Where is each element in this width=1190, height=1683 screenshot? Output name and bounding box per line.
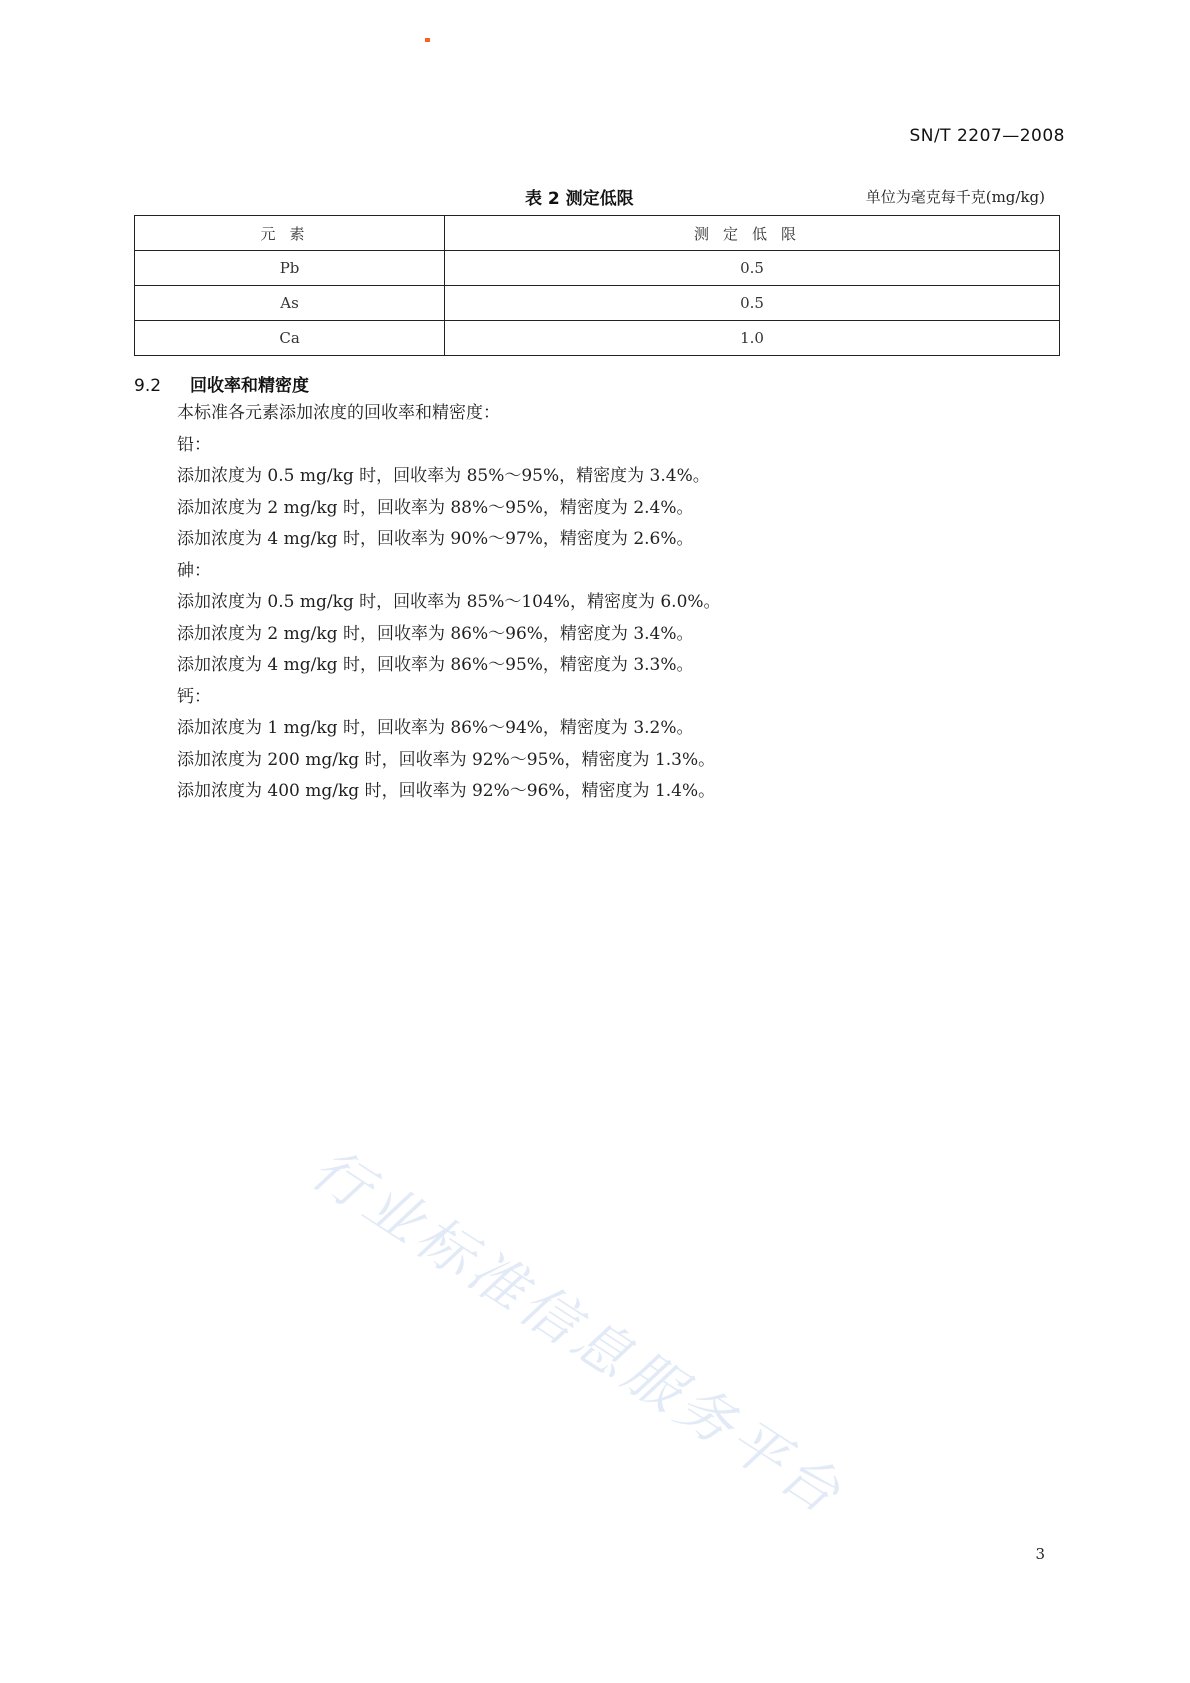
header-detection-limit: 测定低限 [445, 216, 1060, 251]
body-line: 添加浓度为 4 mg/kg 时，回收率为 86%～95%，精密度为 3.3%。 [177, 655, 694, 675]
section-title: 回收率和精密度 [190, 376, 309, 396]
body-line: 本标准各元素添加浓度的回收率和精密度： [177, 403, 500, 423]
body-line: 添加浓度为 200 mg/kg 时，回收率为 92%～95%，精密度为 1.3%。 [177, 749, 716, 770]
page-number: 3 [1035, 1545, 1045, 1563]
orange-marker [425, 38, 430, 42]
body-line: 钙： [177, 686, 211, 707]
body-line: 添加浓度为 0.5 mg/kg 时，回收率为 85%～95%，精密度为 3.4%。 [177, 466, 710, 486]
body-line: 添加浓度为 1 mg/kg 时，回收率为 86%～94%，精密度为 3.2%。 [177, 718, 694, 738]
table-row [135, 286, 1060, 321]
body-line: 添加浓度为 2 mg/kg 时，回收率为 86%～96%，精密度为 3.4%。 [177, 623, 694, 644]
standard-code: SN/T 2207—2008 [909, 126, 1065, 146]
section-heading [134, 371, 309, 396]
body-line: 添加浓度为 4 mg/kg 时，回收率为 90%～97%，精密度为 2.6%。 [177, 529, 694, 549]
table-unit: 单位为毫克每千克(mg/kg) [865, 188, 1045, 206]
body-line: 添加浓度为 0.5 mg/kg 时，回收率为 85%～104%，精密度为 6.0%。 [177, 592, 721, 612]
body-line: 添加浓度为 2 mg/kg 时，回收率为 88%～95%，精密度为 2.4%。 [177, 497, 694, 518]
cell-element: As [135, 286, 445, 321]
cell-limit: 0.5 [445, 286, 1060, 321]
table-row [135, 251, 1060, 286]
detection-limit-table [134, 215, 1060, 356]
cell-limit: 1.0 [445, 321, 1060, 356]
cell-element: Ca [135, 321, 445, 356]
section-body [177, 398, 1077, 808]
header-element: 元素 [135, 216, 445, 251]
body-line: 砷： [177, 560, 211, 581]
section-number: 9.2 [134, 376, 162, 396]
table-title: 表 2 测定低限 [525, 189, 634, 209]
cell-limit: 0.5 [445, 251, 1060, 286]
table-header-row [135, 216, 1060, 251]
body-line: 添加浓度为 400 mg/kg 时，回收率为 92%～96%，精密度为 1.4%。 [177, 781, 716, 801]
cell-element: Pb [135, 251, 445, 286]
watermark: 行业标准信息服务平台 [299, 1136, 856, 1529]
body-line: 铅： [177, 434, 211, 455]
table-row [135, 321, 1060, 356]
